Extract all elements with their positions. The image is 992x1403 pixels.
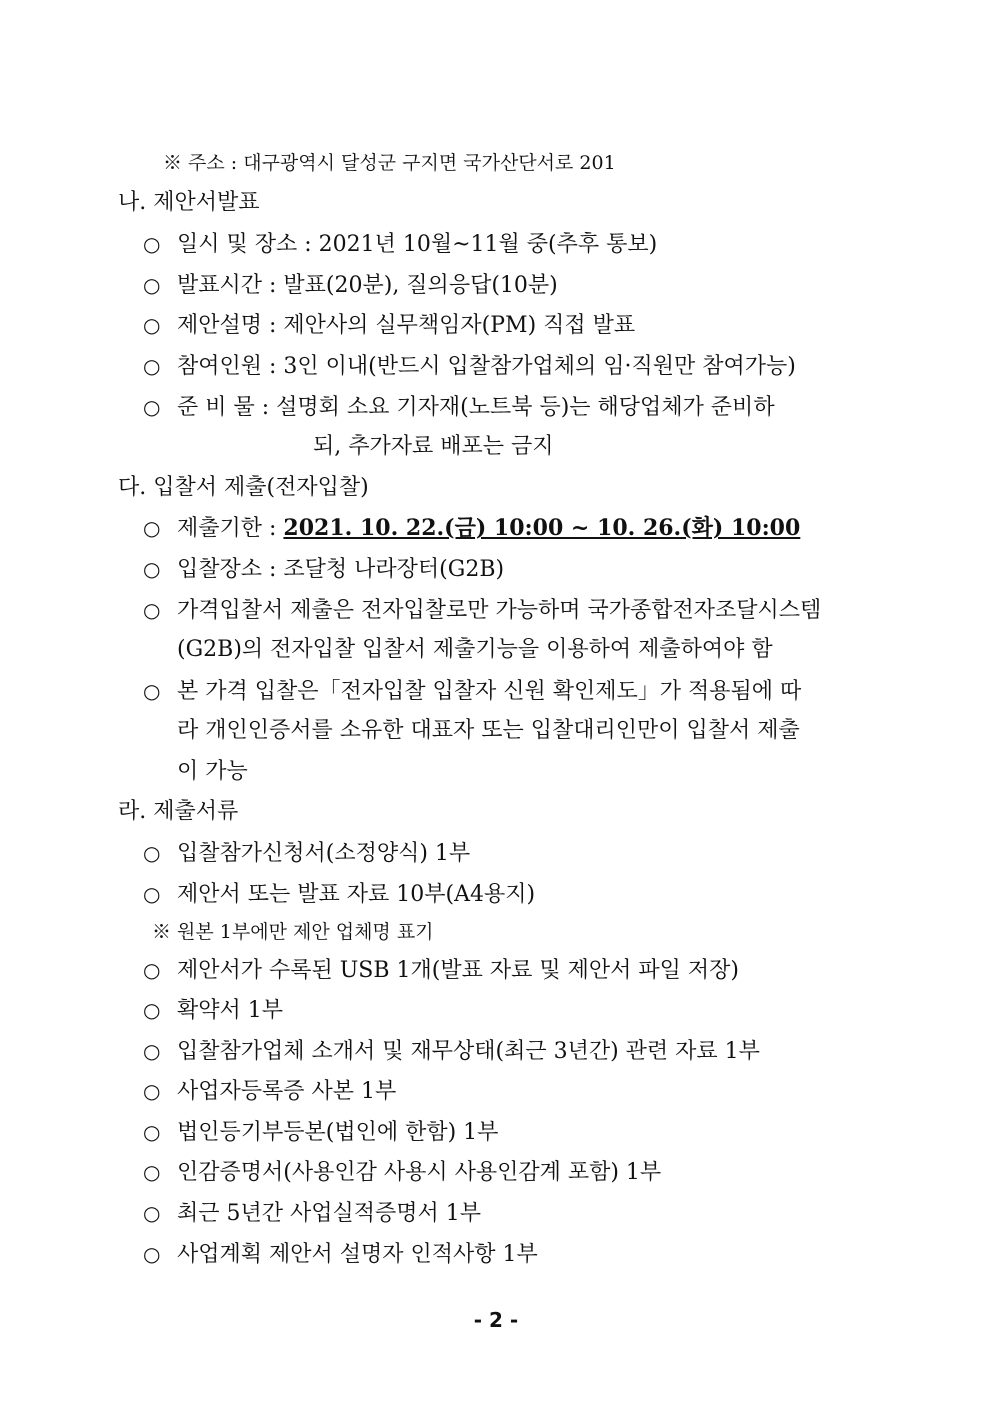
circle-bullet-icon bbox=[143, 879, 177, 910]
circle-bullet-icon bbox=[143, 955, 177, 986]
circle-bullet-icon bbox=[143, 310, 177, 341]
circle-bullet-icon bbox=[143, 229, 177, 260]
circle-bullet-icon bbox=[143, 270, 177, 301]
list-item: ○발표시간 : 발표(20분), 질의응답(10분) bbox=[143, 270, 558, 301]
list-item: ○제안서 또는 발표 자료 10부(A4용지) bbox=[143, 879, 535, 910]
list-item: ○인감증명서(사용인감 사용시 사용인감계 포함) 1부 bbox=[143, 1157, 661, 1188]
list-item: ○최근 5년간 사업실적증명서 1부 bbox=[143, 1198, 481, 1229]
submission-deadline: 2021. 10. 22.(금) 10:00 ~ 10. 26.(화) 10:00 bbox=[283, 515, 801, 541]
list-item: ○일시 및 장소 : 2021년 10월~11월 중(추후 통보) bbox=[143, 229, 657, 260]
section-heading-ra: 라. 제출서류 bbox=[118, 799, 239, 824]
circle-bullet-icon bbox=[143, 554, 177, 585]
circle-bullet-icon bbox=[143, 1239, 177, 1270]
list-item: ○사업자등록증 사본 1부 bbox=[143, 1076, 396, 1107]
list-item: ○확약서 1부 bbox=[143, 995, 283, 1026]
circle-bullet-icon bbox=[143, 1036, 177, 1067]
circle-bullet-icon bbox=[143, 1198, 177, 1229]
list-item: ○참여인원 : 3인 이내(반드시 입찰참가업체의 임·직원만 참여가능) bbox=[143, 351, 796, 382]
address-note: ※ 주소 : 대구광역시 달성군 구지면 국가산단서로 201 bbox=[163, 152, 616, 174]
list-item-continuation: 되, 추가자료 배포는 금지 bbox=[313, 434, 554, 459]
original-copy-note: ※ 원본 1부에만 제안 업체명 표기 bbox=[152, 921, 434, 943]
list-item: ○입찰참가업체 소개서 및 재무상태(최근 3년간) 관련 자료 1부 bbox=[143, 1036, 760, 1067]
section-heading-na: 나. 제안서발표 bbox=[118, 190, 260, 215]
list-item: ○제안서가 수록된 USB 1개(발표 자료 및 제안서 파일 저장) bbox=[143, 955, 739, 986]
circle-bullet-icon bbox=[143, 1076, 177, 1107]
list-item: ○제출기한 : 2021. 10. 22.(금) 10:00 ~ 10. 26.(화) 10:00 bbox=[143, 513, 800, 544]
list-item: ○입찰참가신청서(소정양식) 1부 bbox=[143, 838, 470, 869]
circle-bullet-icon bbox=[143, 513, 177, 544]
circle-bullet-icon bbox=[143, 1157, 177, 1188]
circle-bullet-icon bbox=[143, 995, 177, 1026]
list-item: ○입찰장소 : 조달청 나라장터(G2B) bbox=[143, 554, 504, 585]
list-item: ○본 가격 입찰은「전자입찰 입찰자 신원 확인제도」가 적용됨에 따 bbox=[143, 676, 801, 707]
list-item-continuation: (G2B)의 전자입찰 입찰서 제출기능을 이용하여 제출하여야 함 bbox=[177, 637, 773, 662]
circle-bullet-icon bbox=[143, 838, 177, 869]
circle-bullet-icon bbox=[143, 595, 177, 626]
circle-bullet-icon bbox=[143, 351, 177, 382]
list-item: ○법인등기부등본(법인에 한함) 1부 bbox=[143, 1117, 498, 1148]
list-item: ○가격입찰서 제출은 전자입찰로만 가능하며 국가종합전자조달시스템 bbox=[143, 595, 821, 626]
circle-bullet-icon bbox=[143, 676, 177, 707]
circle-bullet-icon bbox=[143, 1117, 177, 1148]
page-number: - 2 - bbox=[473, 1308, 519, 1332]
section-heading-da: 다. 입찰서 제출(전자입찰) bbox=[118, 475, 369, 500]
list-item-continuation: 이 가능 bbox=[177, 759, 248, 784]
list-item: ○사업계획 제안서 설명자 인적사항 1부 bbox=[143, 1239, 538, 1270]
list-item: ○준 비 물 : 설명회 소요 기자재(노트북 등)는 해당업체가 준비하 bbox=[143, 392, 775, 423]
list-item: ○제안설명 : 제안사의 실무책임자(PM) 직접 발표 bbox=[143, 310, 635, 341]
circle-bullet-icon bbox=[143, 392, 177, 423]
list-item-continuation: 라 개인인증서를 소유한 대표자 또는 입찰대리인만이 입찰서 제출 bbox=[177, 718, 800, 743]
